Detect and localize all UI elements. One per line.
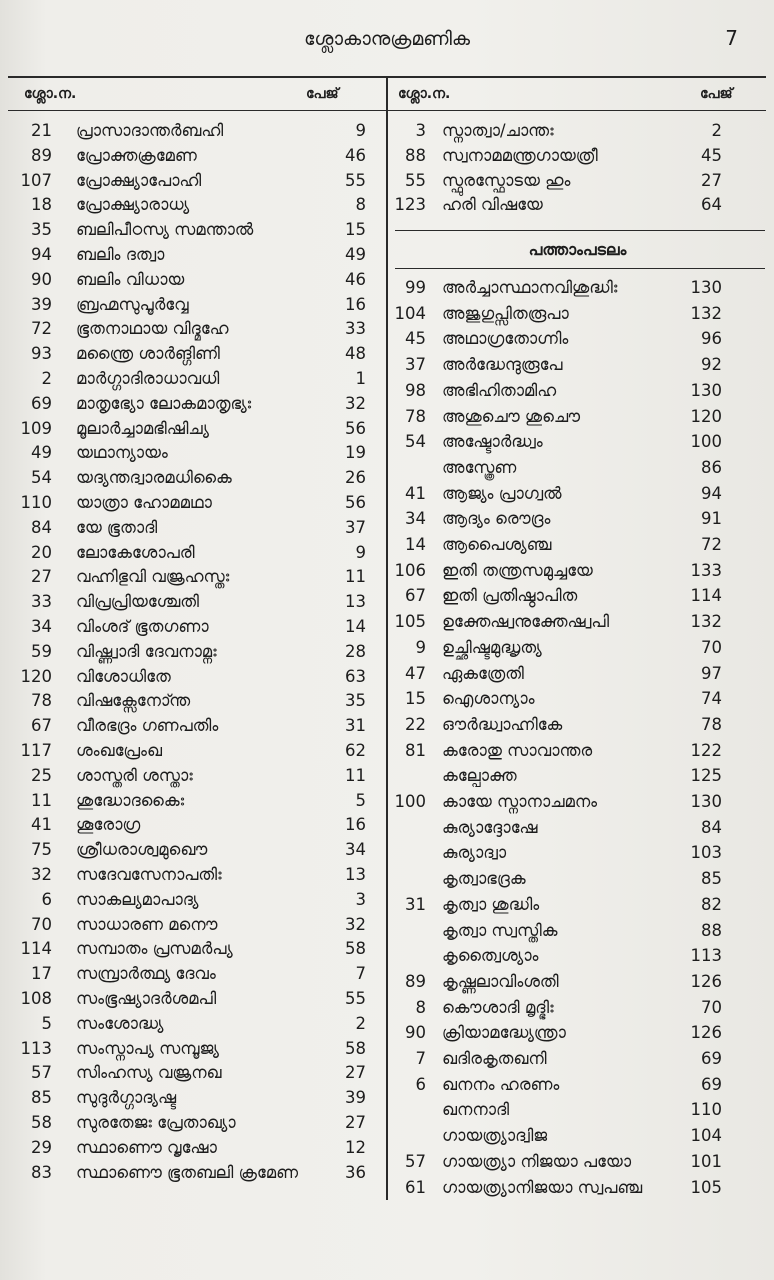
verse-number: 75 bbox=[31, 840, 52, 860]
verse-text: പ്രോക്ഷ്യാരാധ്യ bbox=[76, 195, 190, 215]
verse-number: 34 bbox=[31, 617, 52, 636]
page-ref: 113 bbox=[690, 946, 722, 966]
verse-text: ഐശാന്യാം bbox=[442, 689, 535, 709]
verse-text: യദ്യന്തദ്വാരമധികൈ bbox=[76, 468, 232, 488]
verse-number: 70 bbox=[31, 914, 52, 934]
verse-number: 67 bbox=[405, 586, 426, 606]
verse-text: ഖനനം ഹരണം bbox=[442, 1074, 560, 1094]
page-ref: 84 bbox=[701, 817, 722, 837]
page-ref: 55 bbox=[345, 989, 366, 1008]
verse-number: 78 bbox=[405, 406, 426, 426]
verse-text: ഉച്ഛിഷ്ടമുദ്ധൃത്യ bbox=[442, 637, 542, 657]
verse-number: 2 bbox=[41, 369, 52, 388]
page-number: 7 bbox=[725, 26, 738, 50]
verse-text: ഇതി തന്ത്രസമുച്ചയേ bbox=[442, 560, 593, 580]
verse-text: പ്രോക്ഷ്യാപോഹി bbox=[76, 170, 202, 190]
verse-text: ഉക്തേഷ്വനുക്തേഷ്വപി bbox=[442, 612, 610, 632]
verse-text: ആജ്യം പ്രാഗ്വൽ bbox=[442, 483, 562, 503]
verse-text: കൃത്വൈശ്യാം bbox=[442, 946, 539, 966]
verse-text: ഗായത്ര്യാ നിജയാ പയോ bbox=[442, 1151, 632, 1171]
page-ref: 7 bbox=[355, 964, 366, 984]
page-ref: 86 bbox=[701, 457, 722, 477]
verse-text: ആപൈശ്യഞ്ച bbox=[442, 535, 552, 554]
verse-number: 22 bbox=[405, 714, 426, 734]
right-header-rule bbox=[388, 110, 766, 111]
page-ref: 58 bbox=[345, 939, 366, 959]
verse-text: കൌശാദി മൃദ്ഭിഃ bbox=[442, 997, 554, 1017]
verse-number: 25 bbox=[31, 765, 52, 785]
verse-text: ബലിം വിധായ bbox=[76, 269, 185, 289]
page-ref: 13 bbox=[345, 592, 366, 612]
verse-text: സുദുർഗ്ഗാദ്യഷ്ട bbox=[76, 1088, 177, 1108]
verse-text: ശുദ്ധോദകൈഃ bbox=[76, 790, 185, 810]
page-ref: 132 bbox=[690, 303, 722, 323]
page-ref: 126 bbox=[690, 971, 722, 991]
verse-text: അജുഗുപ്സിതരൂപാ bbox=[442, 303, 569, 323]
verse-number: 81 bbox=[405, 740, 426, 760]
section-rule-bottom bbox=[395, 268, 765, 269]
page-ref: 32 bbox=[345, 914, 366, 934]
page-ref: 9 bbox=[355, 121, 366, 140]
verse-number: 89 bbox=[405, 971, 426, 991]
verse-number: 84 bbox=[31, 517, 52, 537]
verse-text: വീരഭദ്രം ഗണപതിം bbox=[76, 716, 219, 736]
page-ref: 27 bbox=[345, 1113, 366, 1132]
verse-number: 45 bbox=[405, 329, 426, 349]
verse-text: ശംഖപ്രേംഖ bbox=[76, 741, 162, 760]
page-ref: 33 bbox=[345, 319, 366, 339]
verse-text: അർദ്ധേന്ദുരൂപേ bbox=[442, 355, 563, 375]
page-ref: 91 bbox=[701, 509, 722, 529]
verse-number: 8 bbox=[415, 997, 426, 1017]
page-ref: 56 bbox=[345, 418, 366, 438]
verse-text: വഹ്നിഭുവി വജ്രഹസ്തഃ bbox=[76, 567, 230, 587]
verse-text: ഇതി പ്രതിഷ്ഠാപിത bbox=[442, 586, 578, 606]
page-ref: 104 bbox=[690, 1126, 722, 1146]
page-ref: 97 bbox=[701, 663, 722, 683]
verse-text: സ്ഫുരസ്ഫോടയ ഹും bbox=[442, 170, 571, 190]
page-ref: 3 bbox=[355, 889, 366, 909]
page-ref: 36 bbox=[345, 1162, 366, 1182]
verse-number: 104 bbox=[394, 303, 426, 323]
page-ref: 125 bbox=[690, 766, 722, 786]
verse-text: ഗായത്ര്യാനിജയാ സ്വപഞ്ച bbox=[442, 1177, 643, 1197]
page-ref: 5 bbox=[355, 790, 366, 810]
page-ref: 105 bbox=[690, 1177, 722, 1197]
verse-number: 123 bbox=[394, 195, 426, 215]
verse-number: 41 bbox=[31, 815, 52, 835]
verse-text: ലോകേശോപരി bbox=[76, 542, 195, 562]
verse-number: 34 bbox=[405, 509, 426, 529]
verse-text: കൃഷ്ണലാവിംശതി bbox=[442, 971, 559, 991]
verse-text: മാർഗ്ഗാദിരാധാവധി bbox=[76, 369, 220, 388]
verse-number: 94 bbox=[31, 245, 52, 264]
page-ref: 11 bbox=[345, 567, 366, 587]
verse-text: സമ്പാതം പ്രസമർപ്യ bbox=[76, 939, 233, 959]
page-ref: 19 bbox=[345, 443, 366, 463]
verse-number: 110 bbox=[20, 493, 52, 512]
verse-number: 117 bbox=[20, 741, 52, 760]
verse-number: 15 bbox=[405, 689, 426, 709]
verse-text: ഖദിരകൃതഖനി bbox=[442, 1049, 547, 1068]
page-ref: 69 bbox=[701, 1074, 722, 1094]
verse-number: 114 bbox=[20, 939, 52, 959]
verse-text: ശൂരോഗ്ര bbox=[76, 815, 141, 835]
verse-number: 14 bbox=[405, 535, 426, 554]
page-ref: 70 bbox=[701, 997, 722, 1017]
page-ref: 96 bbox=[701, 329, 722, 349]
page-ref: 14 bbox=[345, 617, 366, 636]
verse-number: 3 bbox=[415, 121, 426, 140]
page-ref: 55 bbox=[345, 170, 366, 190]
verse-text: സിംഹസ്യ വജ്രനഖ bbox=[76, 1063, 222, 1083]
page-ref: 31 bbox=[345, 716, 366, 736]
verse-number: 32 bbox=[31, 865, 52, 884]
verse-number: 54 bbox=[405, 432, 426, 452]
verse-text: മാതൃഭ്യോ ലോകമാതൃഭ്യഃ bbox=[76, 393, 252, 413]
left-header-rule bbox=[8, 110, 386, 111]
verse-number: 17 bbox=[31, 964, 52, 984]
verse-number: 7 bbox=[415, 1049, 426, 1068]
verse-text: കൃത്വാഭദ്രക bbox=[442, 869, 526, 889]
page-ref: 56 bbox=[345, 493, 366, 512]
page-ref: 70 bbox=[701, 637, 722, 657]
verse-text: കല്പോക്ത bbox=[442, 766, 517, 786]
column-divider bbox=[386, 76, 388, 1200]
verse-text: അസ്ത്രേണ bbox=[442, 457, 517, 477]
verse-text: ഖനനാദി bbox=[442, 1100, 510, 1120]
verse-number: 100 bbox=[394, 792, 426, 811]
page-ref: 49 bbox=[345, 245, 366, 264]
verse-text: വിഷ്ണ്വാദി ദേവനാമ്നഃ bbox=[76, 641, 217, 661]
verse-text: പ്രാസാദാന്തർബഹി bbox=[76, 121, 224, 140]
page-ref: 126 bbox=[690, 1023, 722, 1043]
verse-text: ഔർദ്ധ്വാഹ്നികേ bbox=[442, 714, 563, 734]
page-ref: 101 bbox=[690, 1151, 722, 1171]
page-ref: 94 bbox=[701, 483, 722, 503]
verse-number: 69 bbox=[31, 393, 52, 413]
verse-text: കുര്യാദ്വാ bbox=[442, 843, 507, 863]
verse-text: കരോതു സാവാന്തര bbox=[442, 740, 593, 760]
page-ref: 92 bbox=[701, 355, 722, 375]
verse-text: അശുചൌ ശുചൌ bbox=[442, 406, 581, 426]
verse-number: 90 bbox=[31, 269, 52, 289]
verse-text: ബലിപീഠസ്യ സമന്താൽ bbox=[76, 220, 254, 240]
page-ref: 16 bbox=[345, 815, 366, 835]
page-ref: 130 bbox=[690, 380, 722, 400]
verse-text: സദേവസേനാപതിഃ bbox=[76, 865, 222, 884]
page-ref: 69 bbox=[701, 1049, 722, 1068]
page-ref: 85 bbox=[701, 869, 722, 889]
verse-number: 49 bbox=[31, 443, 52, 463]
verse-number: 57 bbox=[31, 1063, 52, 1083]
page-ref: 2 bbox=[355, 1013, 366, 1033]
verse-text: സമ്പ്രാർത്ഥ്യ ദേവം bbox=[76, 964, 216, 984]
verse-text: വിപ്രപ്രിയശ്ചേതി bbox=[76, 592, 199, 612]
page-ref: 12 bbox=[345, 1137, 366, 1157]
verse-text: അഷ്ടോർദ്ധ്വം bbox=[442, 432, 543, 452]
verse-text: ശാസ്തരി ശസ്താഃ bbox=[76, 765, 193, 785]
page-ref: 39 bbox=[345, 1088, 366, 1108]
verse-number: 83 bbox=[31, 1162, 52, 1182]
page-ref: 63 bbox=[345, 666, 366, 686]
page-ref: 13 bbox=[345, 865, 366, 884]
verse-text: അഥാഗ്രതോഗ്നിം bbox=[442, 329, 569, 349]
verse-number: 67 bbox=[31, 716, 52, 736]
page-ref: 8 bbox=[355, 195, 366, 215]
page-ref: 110 bbox=[690, 1100, 722, 1120]
verse-number: 61 bbox=[405, 1177, 426, 1197]
verse-number: 105 bbox=[394, 612, 426, 632]
verse-number: 98 bbox=[405, 380, 426, 400]
page-ref: 103 bbox=[690, 843, 722, 863]
page-ref: 34 bbox=[345, 840, 366, 860]
page-ref: 100 bbox=[690, 432, 722, 452]
page-ref: 45 bbox=[701, 145, 722, 165]
page-ref: 11 bbox=[345, 765, 366, 785]
page-ref: 78 bbox=[701, 714, 722, 734]
verse-text: കൃത്വാ ശുദ്ധിം bbox=[442, 894, 540, 914]
verse-number: 33 bbox=[31, 592, 52, 612]
page-ref: 15 bbox=[345, 220, 366, 240]
verse-text: യഥാന്യായം bbox=[76, 443, 168, 463]
verse-number: 109 bbox=[20, 418, 52, 438]
verse-text: പ്രോക്തക്രമേണ bbox=[76, 145, 197, 165]
verse-number: 9 bbox=[415, 637, 426, 657]
left-col-num-header: ശ്ലോ.ന. bbox=[24, 86, 77, 102]
verse-number: 120 bbox=[20, 666, 52, 686]
verse-text: യാത്രാ ഹോമമഥാ bbox=[76, 493, 212, 512]
verse-text: സ്ഥാണൌ വൃഷോ bbox=[76, 1137, 217, 1157]
verse-number: 11 bbox=[31, 790, 52, 810]
page-ref: 122 bbox=[690, 740, 722, 760]
page-ref: 37 bbox=[345, 517, 366, 537]
page-ref: 120 bbox=[690, 406, 722, 426]
left-col-page-header: പേജ് bbox=[306, 86, 339, 102]
page-ref: 72 bbox=[701, 535, 722, 554]
page-ref: 82 bbox=[701, 894, 722, 914]
verse-text: ബ്രഹ്മസുപൂർവ്വേ bbox=[76, 294, 189, 314]
section-rule-top bbox=[395, 230, 765, 231]
page-ref: 27 bbox=[701, 170, 722, 190]
page-ref: 64 bbox=[701, 195, 722, 215]
page-ref: 2 bbox=[711, 121, 722, 140]
verse-text: സ്നാത്വാ/ചാന്തഃ bbox=[442, 121, 554, 140]
page-ref: 74 bbox=[701, 689, 722, 709]
page-ref: 46 bbox=[345, 145, 366, 165]
verse-number: 37 bbox=[405, 355, 426, 375]
verse-text: സാധാരണ മനൌ bbox=[76, 914, 218, 934]
verse-text: സംസ്നാപ്യ സമ്പൂജ്യ bbox=[76, 1038, 219, 1058]
verse-number: 99 bbox=[405, 278, 426, 297]
page-ref: 16 bbox=[345, 294, 366, 314]
verse-text: ഏകത്രേതി bbox=[442, 663, 524, 683]
page-ref: 46 bbox=[345, 269, 366, 289]
page-ref: 9 bbox=[355, 542, 366, 562]
page-ref: 132 bbox=[690, 612, 722, 632]
verse-text: സംശോദ്ധ്യ bbox=[76, 1013, 164, 1033]
verse-text: ശ്രീധരാശ്വമുഖൌ bbox=[76, 840, 208, 860]
page-ref: 58 bbox=[345, 1038, 366, 1058]
verse-number: 47 bbox=[405, 663, 426, 683]
section-title: പത്താംപടലം bbox=[528, 240, 627, 259]
page-ref: 35 bbox=[345, 691, 366, 711]
verse-number: 78 bbox=[31, 691, 52, 711]
verse-number: 41 bbox=[405, 483, 426, 503]
verse-number: 29 bbox=[31, 1137, 52, 1157]
verse-text: മന്ത്രൈ ശാർങ്ഗിണി bbox=[76, 344, 220, 364]
verse-text: യേ ഭൂതാദി bbox=[76, 517, 158, 537]
verse-text: വിംശദ് ഭൂതഗണാ bbox=[76, 617, 209, 636]
verse-text: ബലിം ദത്വാ bbox=[76, 245, 165, 264]
verse-text: സ്വനാമമന്ത്രഗായത്രീ bbox=[442, 145, 598, 165]
verse-text: വിശോധിതേ bbox=[76, 666, 171, 686]
verse-number: 90 bbox=[405, 1023, 426, 1043]
page-title: ശ്ലോകാനുക്രമണിക bbox=[304, 28, 470, 50]
page-ref: 48 bbox=[345, 344, 366, 364]
page-ref: 27 bbox=[345, 1063, 366, 1083]
verse-text: കൃത്വാ സ്വസ്തിക bbox=[442, 920, 558, 940]
page-ref: 133 bbox=[690, 560, 722, 580]
verse-text: ഗായത്ര്യാദ്വിജ bbox=[442, 1126, 548, 1146]
verse-number: 89 bbox=[31, 145, 52, 165]
right-col-num-header: ശ്ലോ.ന. bbox=[398, 86, 451, 102]
verse-text: അർച്ചാസ്ഥാനവിശുദ്ധിഃ bbox=[442, 278, 618, 297]
verse-text: സുരതേജഃ പ്രേതാഖ്യാ bbox=[76, 1113, 236, 1132]
verse-number: 21 bbox=[31, 121, 52, 140]
verse-number: 55 bbox=[405, 170, 426, 190]
verse-text: സംഭൂഷ്യാദർശമപി bbox=[76, 989, 217, 1008]
verse-number: 113 bbox=[20, 1038, 52, 1058]
verse-text: മൂലാർച്ചാമഭിഷിച്യ bbox=[76, 418, 209, 438]
verse-text: ആദ്യം രൌദ്രം bbox=[442, 509, 551, 529]
verse-number: 93 bbox=[31, 344, 52, 364]
verse-number: 6 bbox=[41, 889, 52, 909]
verse-number: 108 bbox=[20, 989, 52, 1008]
verse-number: 88 bbox=[405, 145, 426, 165]
verse-text: ക്രിയാമദ്ധ്യേന്ത്രാ bbox=[442, 1023, 566, 1043]
verse-number: 54 bbox=[31, 468, 52, 488]
verse-number: 20 bbox=[31, 542, 52, 562]
verse-number: 6 bbox=[415, 1074, 426, 1094]
page-ref: 32 bbox=[345, 393, 366, 413]
verse-text: സ്ഥാണൌ ഭൂതബലി ക്രമേണ bbox=[76, 1162, 299, 1182]
page-ref: 28 bbox=[345, 641, 366, 661]
verse-text: ഹരി വിഷയേ bbox=[442, 195, 543, 215]
verse-number: 57 bbox=[405, 1151, 426, 1171]
verse-text: ഭൂതനാഥായ വിദ്മഹേ bbox=[76, 319, 229, 339]
verse-number: 27 bbox=[31, 567, 52, 587]
page-ref: 130 bbox=[690, 278, 722, 297]
verse-number: 107 bbox=[20, 170, 52, 190]
page-ref: 1 bbox=[355, 369, 366, 388]
verse-number: 35 bbox=[31, 220, 52, 240]
verse-number: 31 bbox=[405, 894, 426, 914]
verse-number: 72 bbox=[31, 319, 52, 339]
right-col-page-header: പേജ് bbox=[700, 86, 733, 102]
verse-number: 39 bbox=[31, 294, 52, 314]
verse-number: 58 bbox=[31, 1113, 52, 1132]
verse-number: 59 bbox=[31, 641, 52, 661]
verse-number: 85 bbox=[31, 1088, 52, 1108]
verse-number: 5 bbox=[41, 1013, 52, 1033]
page-ref: 130 bbox=[690, 792, 722, 811]
page-ref: 88 bbox=[701, 920, 722, 940]
verse-number: 106 bbox=[394, 560, 426, 580]
verse-text: കായേ സ്നാനാചമനം bbox=[442, 792, 598, 811]
verse-text: വിഷക്സേനോ്ന്ത bbox=[76, 691, 191, 711]
verse-text: അഭിഹിതാമിഹ bbox=[442, 380, 557, 400]
verse-text: കുര്യാദ്ദോഷേ bbox=[442, 817, 538, 837]
page-ref: 114 bbox=[690, 586, 722, 606]
page-ref: 26 bbox=[345, 468, 366, 488]
verse-text: സാകല്യമാപാദ്യ bbox=[76, 889, 199, 909]
verse-number: 18 bbox=[31, 195, 52, 215]
page-ref: 62 bbox=[345, 741, 366, 760]
